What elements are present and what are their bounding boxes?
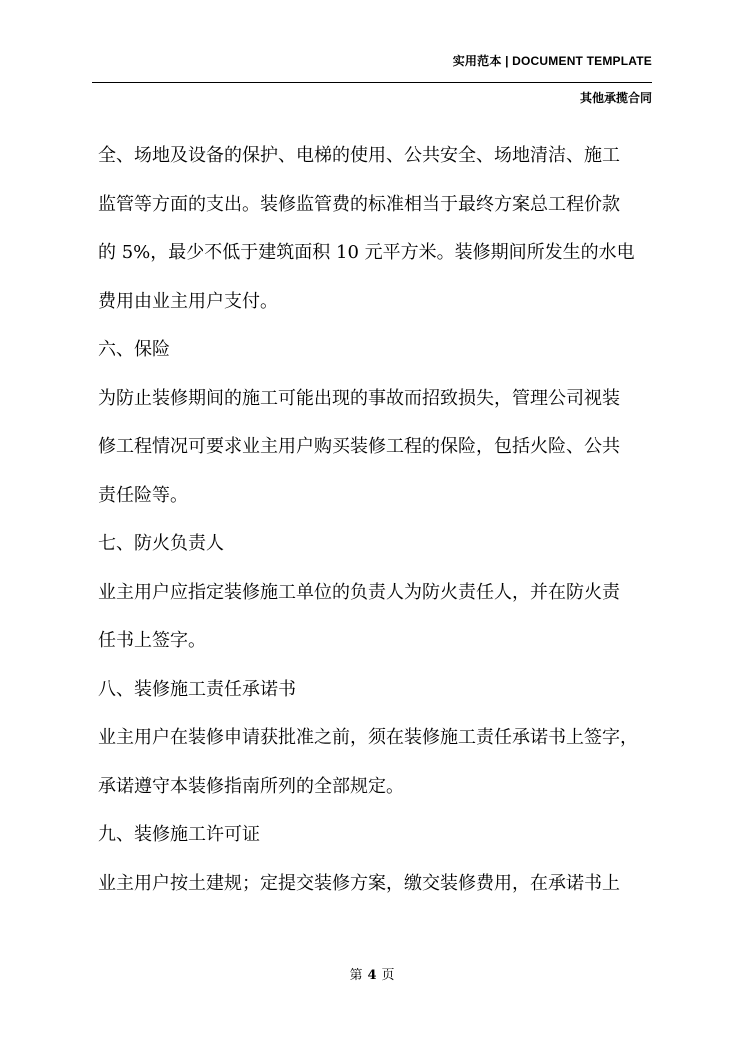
section-heading-permit: 九、装修施工许可证 [98,824,260,845]
section-heading-fire-officer: 七、防火负责人 [98,533,224,554]
footer-prefix: 第 [349,968,363,983]
page-number: 4 [367,968,377,983]
footer-suffix: 页 [381,968,395,983]
header-title: 实用范本 | DOCUMENT TEMPLATE [452,54,652,68]
body-line: 业主用户按土建规；定提交装修方案，缴交装修费用，在承诺书上 [98,872,620,894]
body-line: 业主用户在装修申请获批准之前，须在装修施工责任承诺书上签字， [98,727,638,748]
body-line: 的 5%，最少不低于建筑面积 10 元平方米。装修期间所发生的水电 [98,242,635,263]
body-line: 监管等方面的支出。装修监管费的标准相当于最终方案总工程价款 [98,193,620,215]
body-line: 费用由业主用户支付。 [98,290,278,312]
section-heading-insurance: 六、保险 [98,339,170,360]
header-subtitle: 其他承揽合同 [579,91,652,105]
body-line: 责任险等。 [98,484,188,506]
page-footer [0,964,744,983]
body-line: 为防止装修期间的施工可能出现的事故而招致损失，管理公司视装 [98,387,620,409]
body-line: 业主用户应指定装修施工单位的负责人为防火责任人，并在防火责 [98,581,620,603]
body-line: 修工程情况可要求业主用户购买装修工程的保险，包括火险、公共 [98,436,620,457]
body-line: 全、场地及设备的保护、电梯的使用、公共安全、场地清洁、施工 [98,145,620,166]
body-text [98,138,658,914]
body-line: 任书上签字。 [98,630,206,651]
header-divider [92,82,652,83]
section-heading-commitment-letter: 八、装修施工责任承诺书 [98,678,296,700]
body-line: 承诺遵守本装修指南所列的全部规定。 [98,775,404,797]
